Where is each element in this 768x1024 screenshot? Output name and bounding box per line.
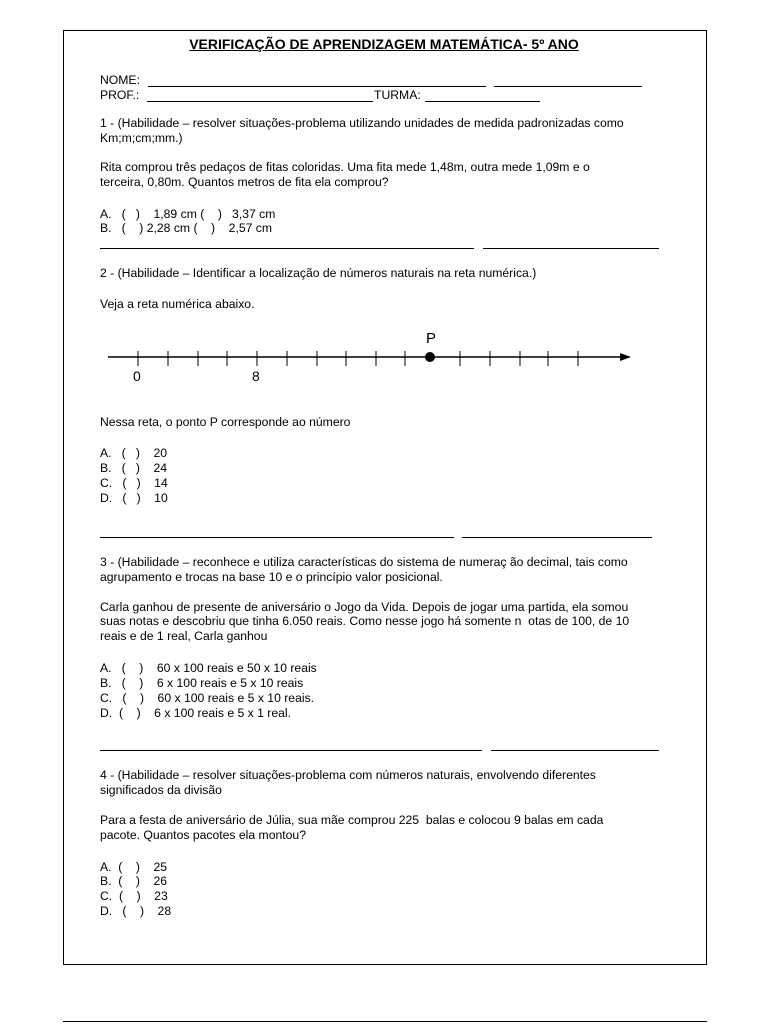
q2-answer-line[interactable] <box>100 537 454 538</box>
page-title: VERIFICAÇÃO DE APRENDIZAGEM MATEMÁTICA- 5º ANO <box>189 36 579 52</box>
q3-text-line-1: Carla ganhou de presente de aniversário o Jogo da Vida. Depois de jogar uma partida, ela somou <box>100 600 629 614</box>
q1-answer-line[interactable] <box>100 248 474 249</box>
q2-option-c[interactable]: C. ( ) 14 <box>100 476 168 490</box>
q4-skill-line-1: 4 - (Habilidade – resolver situações-problema com números naturais, envolvendo diferentes <box>100 768 596 782</box>
tick-label-0: 0 <box>133 368 141 384</box>
q1-skill-line-1: 1 - (Habilidade – resolver situações-problema utilizando unidades de medida padronizadas como <box>100 116 624 130</box>
nome-extra-blank[interactable] <box>494 86 642 87</box>
q1-text-line-2: terceira, 0,80m. Quantos metros de fita ela comprou? <box>100 175 389 189</box>
nome-blank[interactable] <box>148 86 486 87</box>
q4-option-b[interactable]: B. ( ) 26 <box>100 874 168 888</box>
prof-label: PROF.: <box>100 88 140 102</box>
q1-option-b[interactable]: B. ( ) 2,28 cm ( ) 2,57 cm <box>100 221 273 235</box>
q2-intro: Veja a reta numérica abaixo. <box>100 297 255 311</box>
q2-skill: 2 - (Habilidade – Identificar a localização de números naturais na reta numérica.) <box>100 266 537 280</box>
point-p-label: P <box>426 330 437 347</box>
nome-label: NOME: <box>100 73 140 87</box>
q3-option-b[interactable]: B. ( ) 6 x 100 reais e 5 x 10 reais <box>100 676 304 690</box>
q4-skill-line-2: significados da divisão <box>100 783 222 797</box>
q1-text-line-1: Rita comprou três pedaços de fitas coloridas. Uma fita mede 1,48m, outra mede 1,09m e o <box>100 160 590 174</box>
q2-question: Nessa reta, o ponto P corresponde ao número <box>100 415 351 429</box>
number-line <box>100 326 645 386</box>
q4-option-c[interactable]: C. ( ) 23 <box>100 889 168 903</box>
q4-text-line-2: pacote. Quantos pacotes ela montou? <box>100 828 306 842</box>
turma-blank[interactable] <box>425 101 540 102</box>
q4-option-d[interactable]: D. ( ) 28 <box>100 904 172 918</box>
number-line-ticks <box>138 351 578 366</box>
q3-skill-line-1: 3 - (Habilidade – reconhece e utiliza características do sistema de numeraç ão decimal, tais como <box>100 555 628 569</box>
q3-text-line-3: reais e de 1 real, Carla ganhou <box>100 629 268 643</box>
q2-option-b[interactable]: B. ( ) 24 <box>100 461 168 475</box>
q4-text-line-1: Para a festa de aniversário de Júlia, sua mãe comprou 225 balas e colocou 9 balas em cada <box>100 813 604 827</box>
q3-text-line-2: suas notas e descobriu que tinha 6.050 reais. Como nesse jogo há somente n otas de 100, de 10 <box>100 614 630 628</box>
tick-label-8: 8 <box>252 368 260 384</box>
turma-label: TURMA: <box>374 88 421 102</box>
q1-skill-line-2: Km;m;cm;mm.) <box>100 131 183 145</box>
q2-answer-line-2[interactable] <box>462 537 652 538</box>
q3-option-d[interactable]: D. ( ) 6 x 100 reais e 5 x 1 real. <box>100 706 292 720</box>
q3-answer-line[interactable] <box>100 750 482 751</box>
q2-option-d[interactable]: D. ( ) 10 <box>100 491 168 505</box>
q3-option-c[interactable]: C. ( ) 60 x 100 reais e 5 x 10 reais. <box>100 691 315 705</box>
q3-answer-line-2[interactable] <box>491 750 659 751</box>
q3-option-a[interactable]: A. ( ) 60 x 100 reais e 50 x 10 reais <box>100 661 317 675</box>
number-line-arrow <box>620 353 631 361</box>
q1-option-a[interactable]: A. ( ) 1,89 cm ( ) 3,37 cm <box>100 207 276 221</box>
point-p-marker <box>425 352 435 362</box>
next-page-top-border <box>63 1021 707 1022</box>
q1-answer-line-2[interactable] <box>483 248 659 249</box>
q3-skill-line-2: agrupamento e trocas na base 10 e o princípio valor posicional. <box>100 570 443 584</box>
q2-option-a[interactable]: A. ( ) 20 <box>100 446 168 460</box>
prof-blank[interactable] <box>147 101 373 102</box>
q4-option-a[interactable]: A. ( ) 25 <box>100 860 168 874</box>
